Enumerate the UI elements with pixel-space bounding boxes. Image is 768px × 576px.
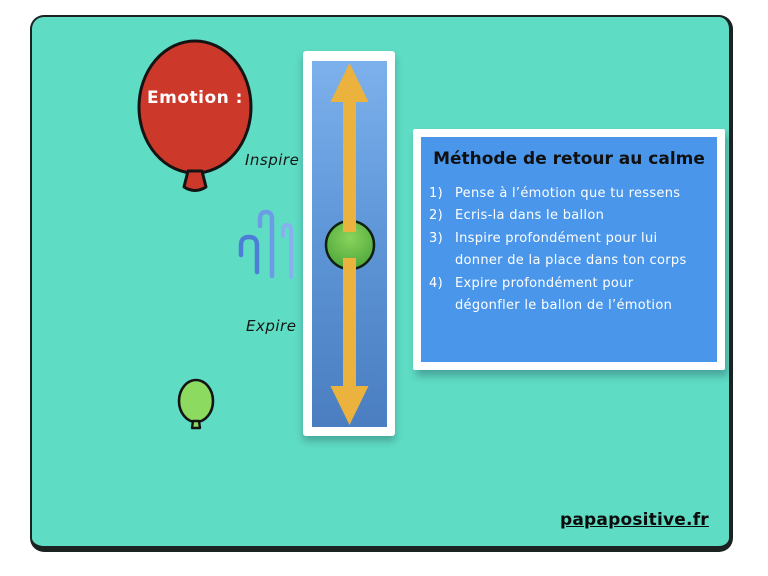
item-number: 4) xyxy=(429,275,443,291)
panel-title: Méthode de retour au calme xyxy=(433,149,705,169)
item-number: 2) xyxy=(429,208,443,224)
expire-label: Expire xyxy=(246,317,297,335)
footer-site-link[interactable]: papapositive.fr xyxy=(560,510,709,530)
list-item xyxy=(429,228,709,273)
item-number: 3) xyxy=(429,230,443,246)
teal-card xyxy=(30,15,733,552)
item-text: dégonfler le ballon de l’émotion xyxy=(455,298,673,314)
item-text: Ecris-la dans le ballon xyxy=(455,208,605,224)
list-item xyxy=(429,183,709,205)
item-text: Inspire profondément pour lui xyxy=(455,230,658,246)
list-item xyxy=(429,273,709,318)
emotion-balloon-label: Emotion : xyxy=(147,88,243,108)
green-balloon-icon xyxy=(176,378,216,434)
item-text: Pense à l’émotion que tu ressens xyxy=(455,186,681,201)
method-panel xyxy=(413,129,725,370)
up-arrowhead-icon xyxy=(330,63,368,102)
breathing-bar-gauge xyxy=(312,61,387,427)
wind-icon xyxy=(234,204,296,284)
breathing-bar xyxy=(303,51,395,436)
item-text: Expire profondément pour xyxy=(455,275,634,291)
double-arrow-icon xyxy=(312,61,387,427)
list-item xyxy=(429,205,709,227)
red-balloon-icon xyxy=(133,35,257,203)
item-text: donner de la place dans ton corps xyxy=(455,253,687,269)
method-panel-body xyxy=(421,137,717,362)
down-arrowhead-icon xyxy=(330,386,368,425)
item-number: 1) xyxy=(429,186,443,201)
inspire-label: Inspire xyxy=(245,151,300,169)
